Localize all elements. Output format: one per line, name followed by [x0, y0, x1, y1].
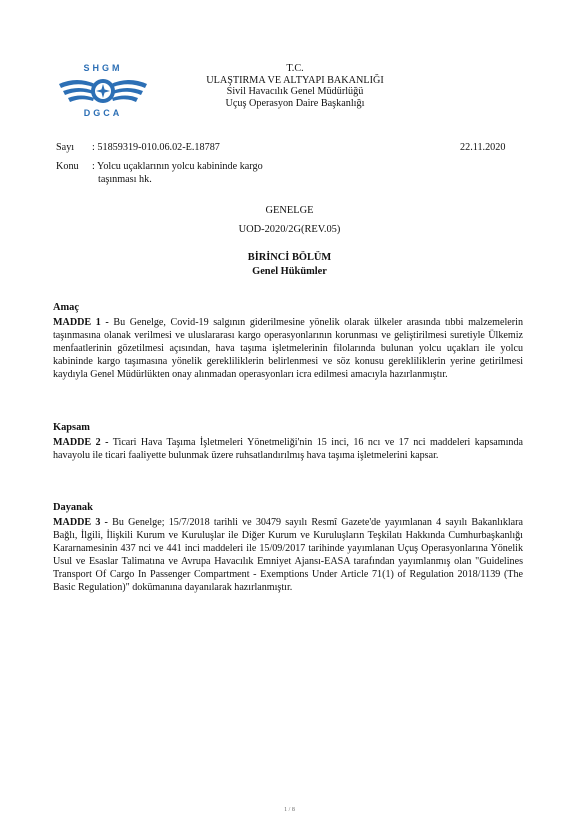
madde-1-label: MADDE 1 -	[53, 317, 109, 328]
sayi-label: Sayı	[56, 142, 75, 153]
doc-code: UOD-2020/2G(REV.05)	[238, 224, 341, 235]
section-title-dayanak: Dayanak	[53, 502, 93, 513]
konu-line-2: taşınması hk.	[98, 173, 152, 185]
madde-2-label: MADDE 2 -	[53, 437, 109, 448]
logo-text-bottom: DGCA	[83, 108, 123, 118]
madde-1-text: Bu Genelge, Covid-19 salgının giderilmesine yönelik olarak ülkeler arasında tıbbi malzemelerin taşınmasına olanak verilmesi ve uluslararası kargo operasyonlarının korunması ve geliştirilmesi suretiyle Ülkemiz menfaatlerinin gözetilmesi açısından, hava taşıma işletmelerinin filolarında bulunan yolcu uçakları ile yolcu kabininde kargo taşımasına yönelik gerekliliklerin belirlenmesi ve söz konusu gerekliliklerin yerine getirilmesi kaydıyla Genel Müdürlükten onay alınmadan operasyonları icra edilmesi amacıyla hazırlanmıştır.	[53, 317, 523, 381]
doc-type: GENELGE	[265, 205, 314, 216]
logo-text-top: SHGM	[83, 63, 123, 73]
header-line-ministry: ULAŞTIRMA VE ALTYAPI BAKANLIĞI	[206, 74, 384, 86]
section-body-dayanak	[53, 516, 523, 595]
konu-line-1: : Yolcu uçaklarının yolcu kabininde kargo	[92, 161, 263, 172]
madde-2-text: Ticari Hava Taşıma İşletmeleri Yönetmeliği'nin 15 inci, 16 ncı ve 17 nci maddeleri kapsamında havayolu ile ticari faaliyette bulunmak üzere ruhsatlandırılmış hava taşıma işletmelerini kapsar.	[53, 437, 523, 462]
sayi-value: : 51859319-010.06.02-E.18787	[92, 142, 220, 153]
header-line-directorate: Sivil Havacılık Genel Müdürlüğü	[226, 86, 364, 97]
page-number: 1 / 8	[284, 807, 295, 813]
madde-3-text: Bu Genelge; 15/7/2018 tarihli ve 30479 sayılı Resmî Gazete'de yayımlanan 4 sayılı Bakanlıklara Bağlı, İlgili, İlişkili Kurum ve Kuruluşlar ile Diğer Kurum ve Kuruluşların Teşkilatı Hakkında Cumhurbaşkanlığı Kararnamesinin 437 nci ve 441 inci maddeleri ile 15/09/2017 tarihinde yayımlanan Uçuş Operasyonlarına Yönelik Usul ve Esaslar Talimatına ve Avrupa Havacılık Emniyet Ajansı-EASA tarafından yayımlanmış olan "Guidelines Transport Of Cargo In Passenger Compartment - Exemptions Under Article 71(1) of Regulation 2018/1139 (The Basic Regulation)" dokümanına dayanılarak hazırlanmıştır.	[53, 517, 523, 594]
document-date: 22.11.2020	[460, 142, 506, 153]
part-heading: BİRİNCİ BÖLÜM	[247, 252, 332, 263]
section-title-kapsam: Kapsam	[53, 422, 90, 433]
section-body-amac	[53, 316, 523, 381]
section-title-amac: Amaç	[53, 302, 79, 313]
header-line-department: Uçuş Operasyon Daire Başkanlığı	[225, 97, 365, 109]
section-body-kapsam	[53, 436, 523, 462]
konu-value	[92, 161, 322, 186]
part-title: Genel Hükümler	[252, 266, 327, 277]
institution-header	[150, 63, 440, 109]
shgm-dgca-logo	[55, 60, 151, 118]
header-line-tc: T.C.	[286, 63, 304, 74]
konu-label: Konu	[56, 161, 79, 172]
madde-3-label: MADDE 3 -	[53, 517, 108, 528]
